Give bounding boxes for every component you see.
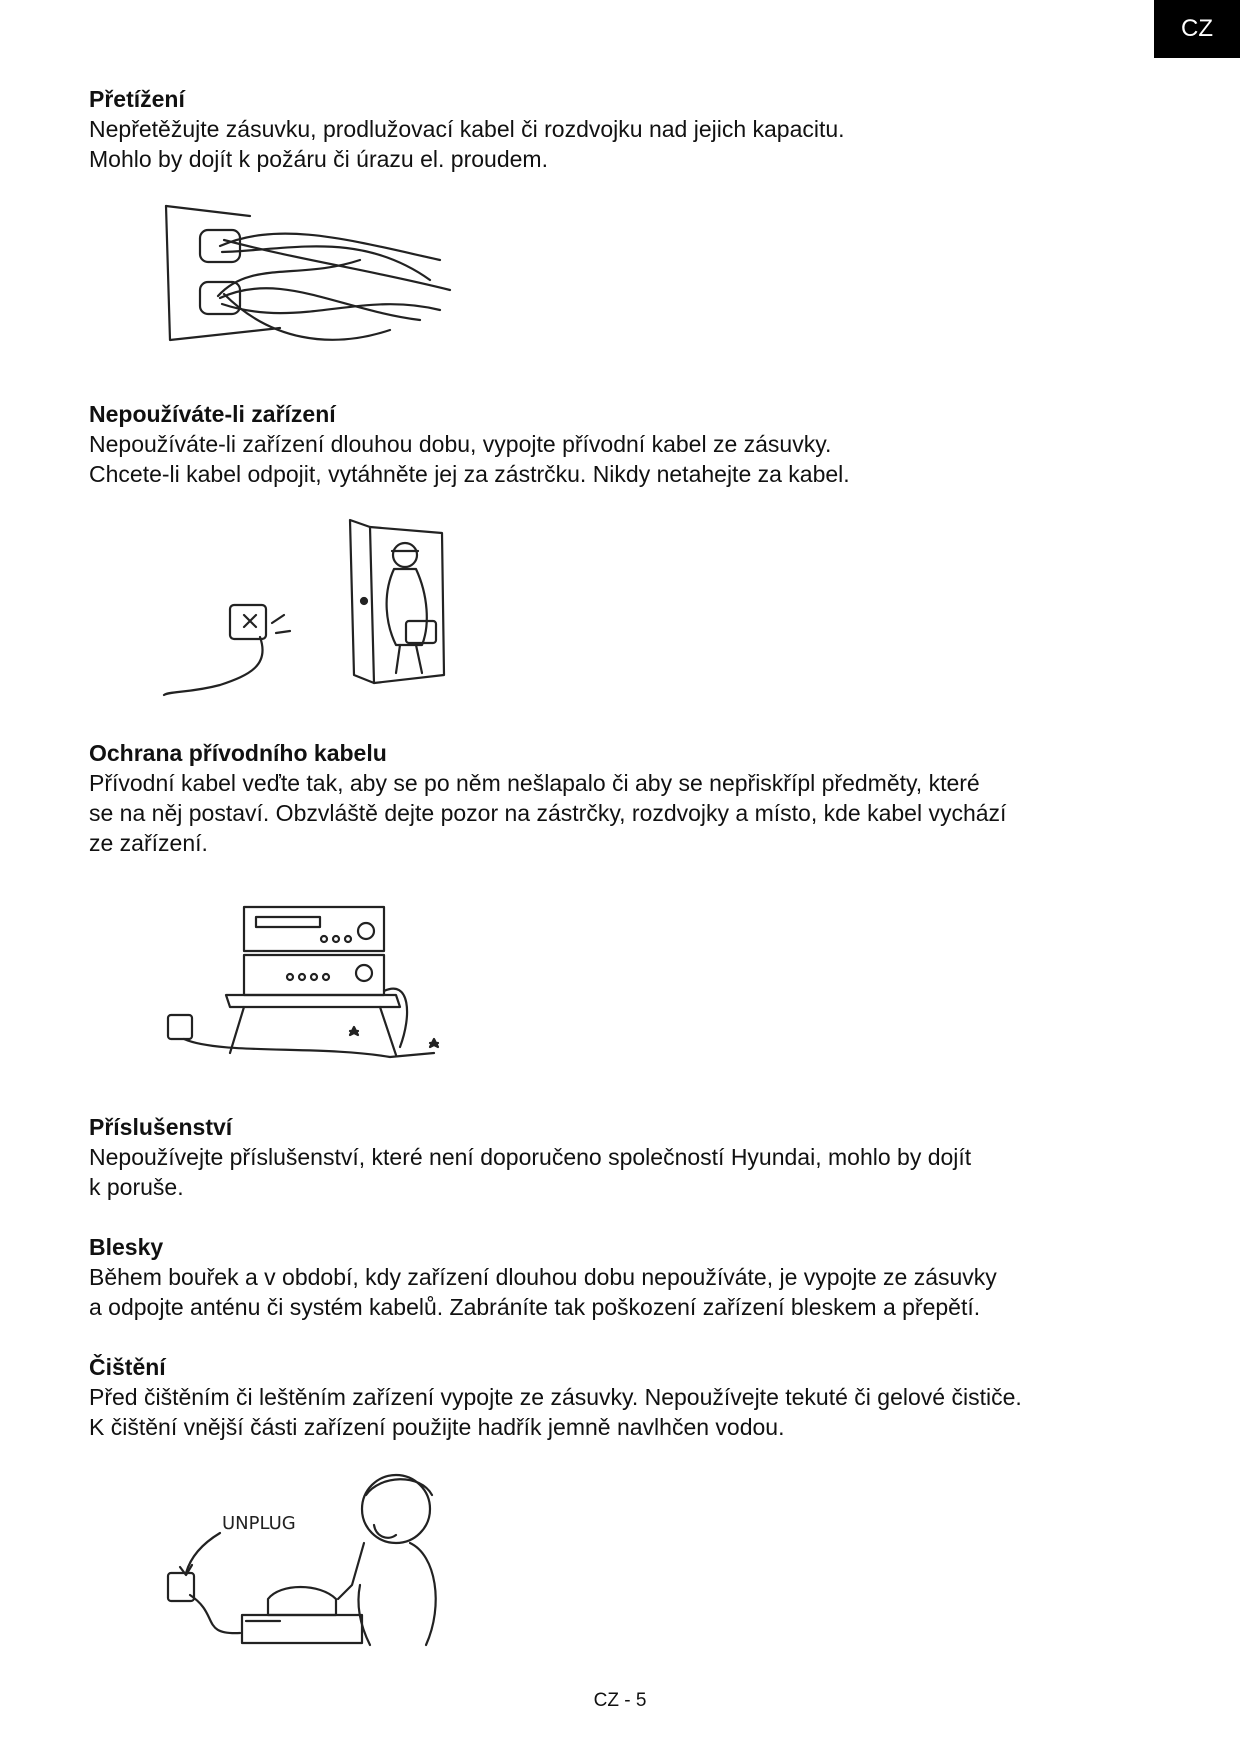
language-tab: CZ xyxy=(1154,0,1240,58)
section-accessories xyxy=(89,1112,1129,1202)
section-cleaning xyxy=(89,1352,1129,1442)
section-body: Přívodní kabel veďte tak, aby se po něm nešlapalo či aby se nepřiskřípl předměty, které se na něj postaví. Obzvláště dejte pozor na zástrčky, rozdvojky a místo, kde kabel vychází ze zařízení. xyxy=(89,770,1007,856)
section-title: Přetížení xyxy=(89,86,185,112)
section-lightning xyxy=(89,1232,1129,1322)
section-body: Před čištěním či leštěním zařízení vypojte ze zásuvky. Nepoužívejte tekuté či gelové čističe. K čištění vnější části zařízení použijte hadřík jemně navlhčen vodou. xyxy=(89,1384,1022,1440)
section-title: Příslušenství xyxy=(89,1114,233,1140)
page-number: CZ - 5 xyxy=(593,1690,647,1711)
cleaning-unplug-illustration xyxy=(160,1465,450,1655)
cable-under-table-illustration xyxy=(160,895,450,1065)
section-body: Nepřetěžujte zásuvku, prodlužovací kabel či rozdvojku nad jejich kapacitu. Mohlo by dojít k požáru či úrazu el. proudem. xyxy=(89,116,845,172)
overloaded-outlet-illustration xyxy=(160,200,460,350)
section-title: Čištění xyxy=(89,1354,166,1380)
section-title: Blesky xyxy=(89,1234,164,1260)
section-title: Ochrana přívodního kabelu xyxy=(89,740,387,766)
section-cable-protection xyxy=(89,738,1129,858)
section-title: Nepoužíváte-li zařízení xyxy=(89,401,336,427)
unplug-label: UNPLUG xyxy=(222,1513,296,1534)
unplug-before-leaving-illustration xyxy=(160,515,460,700)
section-body: Nepoužívejte příslušenství, které není doporučeno společností Hyundai, mohlo by dojít k poruše. xyxy=(89,1144,972,1200)
section-body: Nepoužíváte-li zařízení dlouhou dobu, vypojte přívodní kabel ze zásuvky. Chcete-li kabel odpojit, vytáhněte jej za zástrčku. Nikdy netahejte za kabel. xyxy=(89,431,850,487)
section-not-in-use xyxy=(89,399,1129,489)
section-overload xyxy=(89,84,1129,174)
section-body: Během bouřek a v období, kdy zařízení dlouhou dobu nepoužíváte, je vypojte ze zásuvky a odpojte anténu či systém kabelů. Zabráníte tak poškození zařízení bleskem a přepětí. xyxy=(89,1264,997,1320)
